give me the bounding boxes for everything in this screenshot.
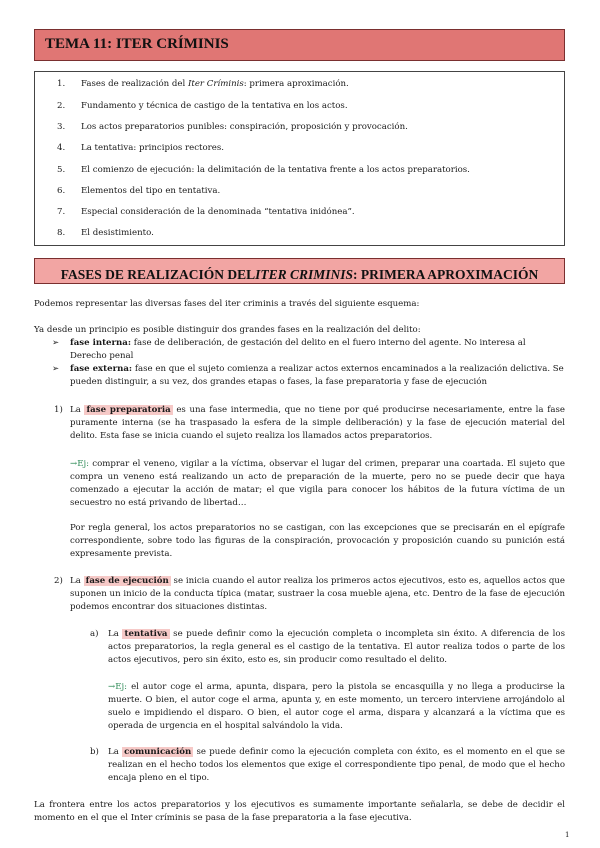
toc-item: 5. El comienzo de ejecución: la delimitación de la tentativa frente a los actos preparatorios. xyxy=(57,165,470,175)
list-number: 2) xyxy=(54,576,63,586)
section-heading-box xyxy=(34,258,565,284)
preparatory-phase-paragraph: La fase preparatoria es una fase intermedia, que no tiene por qué producirse necesariamente, entre la fase puramente interna (se ha traspasado la esfera de la simple deliberación) y la fase de ejecución material del delito. Esta fase se inicia cuando el sujeto realiza los llamados actos preparatorios. xyxy=(70,405,565,441)
intro-paragraph: Podemos representar las diversas fases del iter criminis a través del siguiente esquema: xyxy=(34,299,420,309)
execution-phase-paragraph: La fase de ejecución se inicia cuando el autor realiza los primeros actos ejecutivos, esto es, aquellos actos que suponen un inicio de la conducta típica (matar, sustraer la cosa mueble ajena, etc. Dentro de la fase de ejecución podemos encontrar dos situaciones distintas. xyxy=(70,576,566,612)
arrow-bullet-icon: ➢ xyxy=(52,338,60,348)
toc-item: 6. Elementos del tipo en tentativa. xyxy=(57,186,221,196)
chapter-title-box xyxy=(34,29,565,61)
toc-item: 2. Fundamento y técnica de castigo de la tentativa en los actos. xyxy=(57,101,348,111)
attempt-paragraph: La tentativa se puede definir como la ejecución completa o incompleta sin éxito. A diferencia de los actos preparatorios, la regla general es el castigo de la tentativa. El autor realiza todos o parte de los actos ejecutivos, pero sin éxito, esto es, sin producir como resultado el delito. xyxy=(108,629,566,665)
arrow-bullet-icon: ➢ xyxy=(52,364,60,374)
bullet-external-phase: fase externa: fase en que el sujeto comienza a realizar actos externos encaminados a la realización delictiva. Se pueden distinguir, a su vez, dos grandes etapas o fases, la fase preparatoria y fase de ejecución xyxy=(70,364,564,387)
example-paragraph: →Ej: comprar el veneno, vigilar a la víctima, observar el lugar del crimen, preparar una coartada. El sujeto que compra un veneno está realizando un acto de preparación de la muerte, pero no se puede decir que haya comenzado a ejecutar la acción de matar; el que vigila para conocer los hábitos de la futura víctima de un secuestro no está privando de libertad… xyxy=(70,459,565,508)
section-heading: FASES DE REALIZACIÓN DELITER CRIMINIS: PRIMERA APROXIMACIÓN xyxy=(60,267,539,282)
example-paragraph: →Ej: el autor coge el arma, apunta, dispara, pero la pistola se encasquilla y no llega a producirse la muerte. O bien, el autor coge el arma, apunta y, en este momento, un tercero interviene arrojándolo al suelo e impidiendo el disparo. O bien, el autor coge el arma, dispara y alcanzará a la víctima que es operada de urgencia en el hospital salvándolo la vida. xyxy=(108,682,565,731)
toc-item: 4. La tentativa: principios rectores. xyxy=(57,143,225,153)
toc-item: 7. Especial consideración de la denominada “tentativa inidónea”. xyxy=(57,207,355,217)
bullet-internal-phase: fase interna: fase de deliberación, de gestación del delito en el fuero interno del agente. No interesa al Derecho penal xyxy=(70,338,526,361)
list-letter: b) xyxy=(90,747,99,757)
toc-item: 8. El desistimiento. xyxy=(57,228,154,238)
closing-paragraph: La frontera entre los actos preparatorios y los ejecutivos es sumamente importante señalarla, se debe de decidir el momento en el que el Inter críminis se pasa de la fase preparatoria a la fase ejecutiva. xyxy=(34,800,565,823)
list-letter: a) xyxy=(90,629,99,639)
chapter-title: TEMA 11: ITER CRÍMINIS xyxy=(45,36,229,52)
consummation-paragraph: La comunicación se puede definir como la ejecución completa con éxito, es el momento en el que se realizan en el hecho todos los elementos que exige el correspondiente tipo penal, de modo que el hecho encaja pleno en el tipo. xyxy=(108,747,566,783)
body-paragraph: Por regla general, los actos preparatorios no se castigan, con las excepciones que se precisarán en el epígrafe correspondiente, sobre todo las figuras de la conspiración, provocación y proposición cuando su punición está expresamente prevista. xyxy=(70,523,565,559)
toc-item: 3. Los actos preparatorios punibles: conspiración, proposición y provocación. xyxy=(57,122,408,132)
list-number: 1) xyxy=(54,405,63,415)
table-of-contents xyxy=(34,71,565,246)
page-number: 1 xyxy=(565,831,570,839)
toc-item: 1. Fases de realización del Iter Críminis: primera aproximación. xyxy=(57,79,349,89)
intro-paragraph: Ya desde un principio es posible distinguir dos grandes fases en la realización del delito: xyxy=(34,325,421,335)
